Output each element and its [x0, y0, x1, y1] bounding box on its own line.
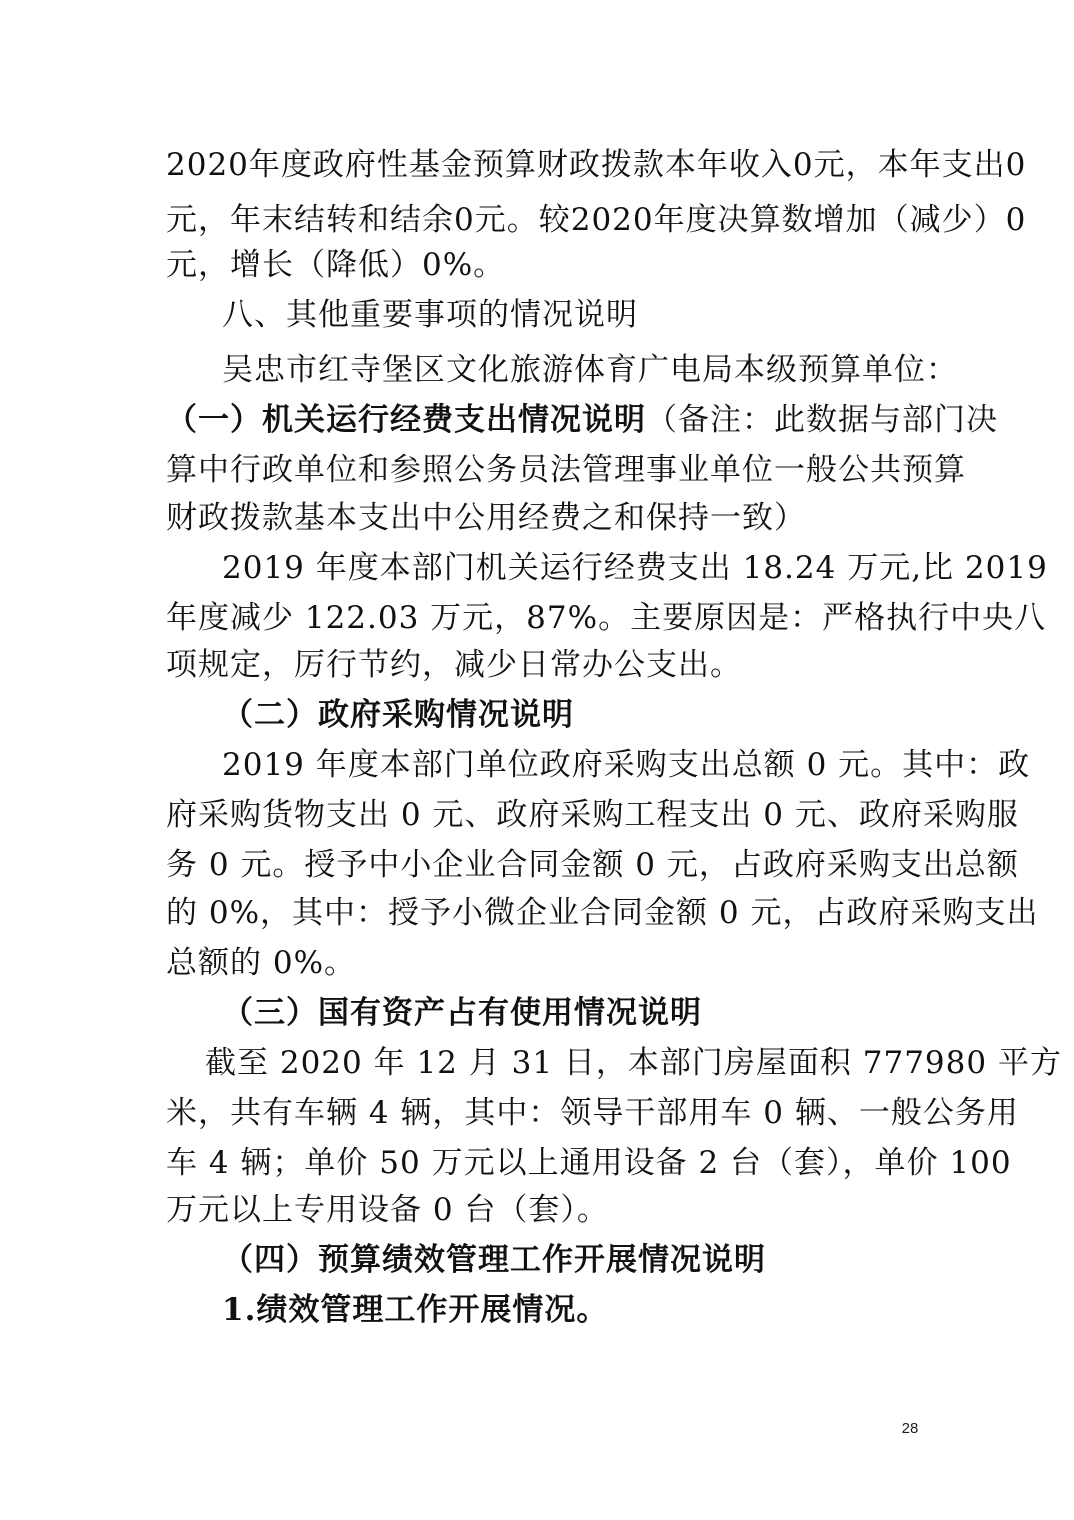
- subsection-line: [166, 400, 998, 440]
- paragraph-line: 元，年末结转和结余0元。较2020年度决算数增加（减少）0: [166, 202, 1027, 238]
- section-heading: 八、其他重要事项的情况说明: [222, 297, 638, 333]
- paragraph-line: 务 0 元。授予中小企业合同金额 0 元，占政府采购支出总额: [166, 847, 1019, 883]
- paragraph-line: 车 4 辆；单价 50 万元以上通用设备 2 台（套），单价 100: [166, 1145, 1012, 1181]
- paragraph-line: 年度减少 122.03 万元，87%。主要原因是：严格执行中央八: [166, 600, 1047, 636]
- subsection-heading: （三）国有资产占有使用情况说明: [222, 995, 702, 1031]
- subsection-heading: 1.绩效管理工作开展情况。: [222, 1292, 609, 1328]
- paragraph-line: 2019 年度本部门单位政府采购支出总额 0 元。其中：政: [222, 747, 1031, 783]
- paragraph-line: 总额的 0%。: [166, 945, 357, 981]
- paragraph-line: 2019 年度本部门机关运行经费支出 18.24 万元,比 2019: [222, 550, 1048, 586]
- page-number: 28: [901, 1420, 919, 1437]
- paragraph-line: 2020年度政府性基金预算财政拨款本年收入0元，本年支出0: [166, 147, 1027, 183]
- subsection-heading: （一）机关运行经费支出情况说明: [166, 402, 646, 438]
- subsection-note: （备注：此数据与部门决: [646, 402, 998, 438]
- paragraph-line: 算中行政单位和参照公务员法管理事业单位一般公共预算: [166, 452, 966, 488]
- subsection-heading: （二）政府采购情况说明: [222, 697, 574, 733]
- paragraph-line: 万元以上专用设备 0 台（套）。: [166, 1192, 609, 1228]
- paragraph-line: 元，增长（降低）0%。: [166, 247, 506, 283]
- paragraph-line: 项规定，厉行节约，减少日常办公支出。: [166, 647, 742, 683]
- paragraph-line: 的 0%，其中：授予小微企业合同金额 0 元，占政府采购支出: [166, 895, 1039, 931]
- paragraph-line: 吴忠市红寺堡区文化旅游体育广电局本级预算单位：: [222, 352, 958, 388]
- subsection-heading: （四）预算绩效管理工作开展情况说明: [222, 1242, 766, 1278]
- paragraph-line: 府采购货物支出 0 元、政府采购工程支出 0 元、政府采购服: [166, 797, 1019, 833]
- paragraph-line: 米，共有车辆 4 辆，其中：领导干部用车 0 辆、一般公务用: [166, 1095, 1019, 1131]
- paragraph-line: 财政拨款基本支出中公用经费之和保持一致）: [166, 500, 806, 536]
- paragraph-line: 截至 2020 年 12 月 31 日，本部门房屋面积 777980 平方: [205, 1045, 1062, 1081]
